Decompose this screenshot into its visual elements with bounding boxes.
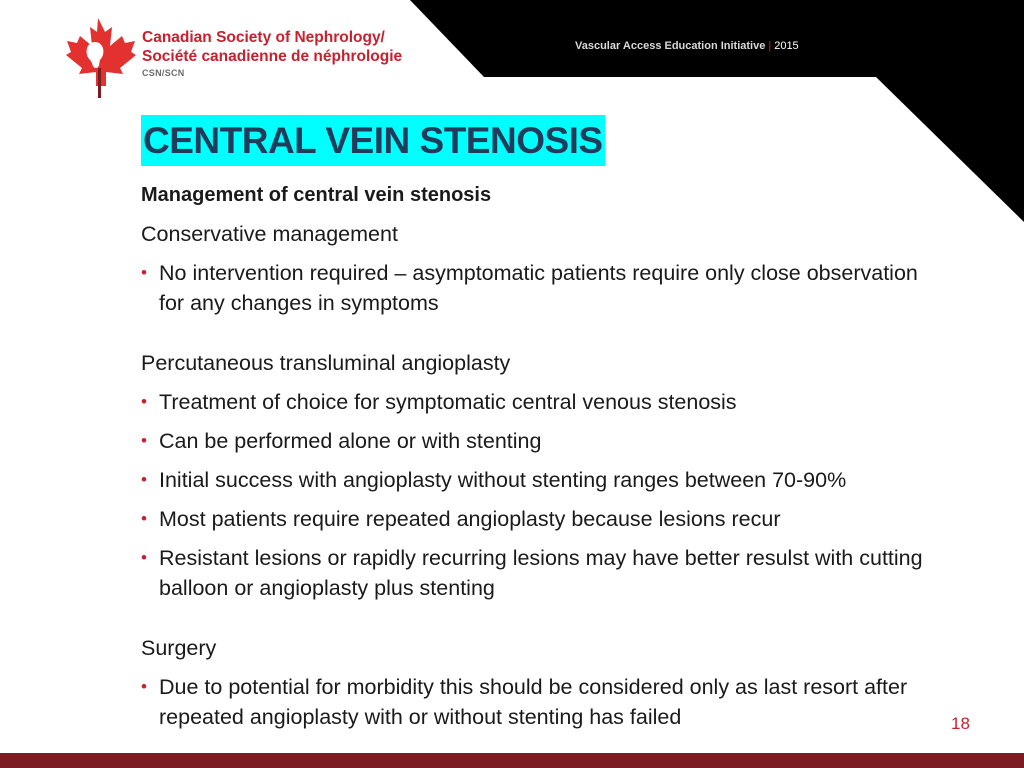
list-item (141, 426, 941, 456)
list-item-text: Most patients require repeated angioplasty because lesions recur (159, 507, 781, 531)
bullet-icon: • (141, 431, 147, 450)
slide-subtitle: Management of central vein stenosis (141, 184, 492, 206)
logo-abbreviation: CSN/SCN (142, 68, 185, 78)
bullet-icon: • (141, 263, 147, 282)
list-item (141, 672, 941, 732)
bullet-icon: • (141, 548, 147, 567)
logo-french: Société canadienne de néphrologie (142, 48, 403, 65)
list-item-text: Resistant lesions or rapidly recurring lesions may have better resulst with cutting balloon or angioplasty plus stenting (159, 546, 923, 600)
slide-title: CENTRAL VEIN STENOSIS (141, 115, 605, 166)
page-number: 18 (951, 714, 970, 733)
list-item-text: Treatment of choice for symptomatic central venous stenosis (159, 390, 737, 414)
footer-bar (0, 753, 1024, 768)
list-item-text: No intervention required – asymptomatic patients require only close observation for any changes in symptoms (159, 261, 918, 315)
initiative-label (575, 40, 799, 52)
list-item (141, 465, 941, 495)
section-heading-conservative: Conservative management (141, 222, 398, 246)
bullet-icon: • (141, 470, 147, 489)
bullet-icon: • (141, 392, 147, 411)
list-item (141, 387, 941, 417)
slide-body (141, 180, 941, 732)
maple-leaf-kidney-icon (62, 16, 138, 100)
logo-wordmark (142, 28, 402, 78)
list-item-text: Initial success with angioplasty without stenting ranges between 70-90% (159, 468, 847, 492)
section-heading-surgery: Surgery (141, 636, 217, 660)
list-item (141, 504, 941, 534)
list-item (141, 258, 941, 318)
initiative-name: Vascular Access Education Initiative (575, 40, 766, 52)
initiative-year: 2015 (774, 40, 799, 52)
bullet-icon: • (141, 509, 147, 528)
section-heading-angioplasty: Percutaneous transluminal angioplasty (141, 351, 511, 375)
list-item (141, 543, 941, 603)
bullet-icon: • (141, 677, 147, 696)
list-item-text: Due to potential for morbidity this should be considered only as last resort after repeated angioplasty with or without stenting has failed (159, 675, 908, 729)
logo-english: Canadian Society of Nephrology/ (142, 29, 385, 46)
list-item-text: Can be performed alone or with stenting (159, 429, 542, 453)
initiative-separator: | (768, 40, 772, 52)
